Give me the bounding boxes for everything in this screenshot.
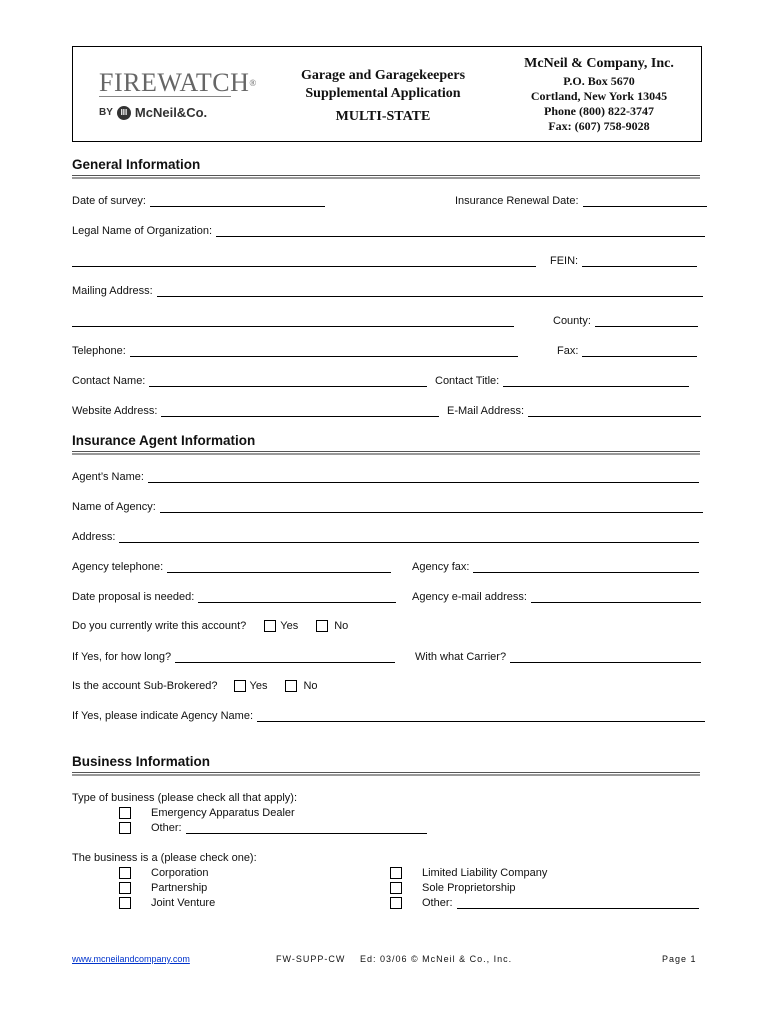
date-proposal-row bbox=[72, 591, 396, 603]
company-name: McNeil & Company, Inc. bbox=[524, 56, 674, 71]
legal-name-continued-field[interactable] bbox=[72, 255, 536, 267]
telephone-row bbox=[72, 345, 518, 357]
agency-fax-label: Agency fax: bbox=[412, 561, 470, 573]
contact-name-label: Contact Name: bbox=[72, 375, 146, 387]
write-account-no-label: No bbox=[334, 620, 349, 632]
entity-partnership bbox=[119, 882, 207, 894]
business-section-title: Business Information bbox=[72, 754, 211, 769]
agency-address-row bbox=[72, 531, 699, 543]
entity-other bbox=[390, 897, 699, 909]
type-option-emergency bbox=[119, 807, 295, 819]
joint-venture-checkbox[interactable] bbox=[119, 897, 131, 909]
agency-email-row bbox=[412, 591, 701, 603]
agency-email-field[interactable] bbox=[531, 591, 701, 603]
renewal-date-field[interactable] bbox=[583, 195, 707, 207]
sub-brokered-yes-label: Yes bbox=[249, 680, 268, 692]
type-emergency-label: Emergency Apparatus Dealer bbox=[151, 807, 295, 819]
what-carrier-label: With what Carrier? bbox=[415, 651, 507, 663]
contact-title-label: Contact Title: bbox=[435, 375, 500, 387]
corporation-checkbox[interactable] bbox=[119, 867, 131, 879]
type-other-field[interactable] bbox=[186, 822, 427, 834]
sub-brokered-label: Is the account Sub-Brokered? bbox=[72, 680, 218, 692]
footer-edition: Ed: 03/06 © McNeil & Co., Inc. bbox=[360, 954, 513, 964]
company-city: Cortland, New York 13045 bbox=[530, 89, 668, 103]
entity-corporation bbox=[119, 867, 208, 879]
title-line3: MULTI-STATE bbox=[335, 109, 431, 124]
business-section-rule bbox=[72, 772, 700, 776]
sub-brokered-no-checkbox[interactable] bbox=[285, 680, 297, 692]
how-long-row bbox=[72, 651, 395, 663]
entity-label: The business is a (please check one): bbox=[72, 852, 257, 864]
date-of-survey-label: Date of survey: bbox=[72, 195, 146, 207]
write-account-row bbox=[72, 620, 348, 632]
address-continued-field[interactable] bbox=[72, 315, 514, 327]
agency-fax-row bbox=[412, 561, 699, 573]
llc-label: Limited Liability Company bbox=[422, 867, 548, 879]
company-phone: Phone (800) 822-3747 bbox=[544, 104, 654, 118]
joint-venture-label: Joint Venture bbox=[151, 897, 216, 909]
type-other-label: Other: bbox=[151, 822, 182, 834]
partnership-checkbox[interactable] bbox=[119, 882, 131, 894]
date-of-survey-row bbox=[72, 195, 325, 207]
how-long-field[interactable] bbox=[175, 651, 395, 663]
agency-telephone-label: Agency telephone: bbox=[72, 561, 164, 573]
footer-website bbox=[72, 954, 190, 964]
date-proposal-label: Date proposal is needed: bbox=[72, 591, 195, 603]
entity-other-field[interactable] bbox=[457, 897, 699, 909]
email-row bbox=[447, 405, 701, 417]
fein-field[interactable] bbox=[582, 255, 697, 267]
mailing-address-field[interactable] bbox=[157, 285, 703, 297]
type-of-business-label: Type of business (please check all that apply): bbox=[72, 792, 298, 804]
legal-name-label: Legal Name of Organization: bbox=[72, 225, 213, 237]
county-row bbox=[553, 315, 698, 327]
write-account-yes-label: Yes bbox=[280, 620, 299, 632]
write-account-label: Do you currently write this account? bbox=[72, 620, 247, 632]
how-long-label: If Yes, for how long? bbox=[72, 651, 172, 663]
what-carrier-field[interactable] bbox=[510, 651, 701, 663]
llc-checkbox[interactable] bbox=[390, 867, 402, 879]
telephone-field[interactable] bbox=[130, 345, 518, 357]
legal-name-field[interactable] bbox=[216, 225, 705, 237]
footer-page: Page 1 bbox=[662, 954, 697, 964]
type-emergency-checkbox[interactable] bbox=[119, 807, 131, 819]
type-option-other bbox=[119, 822, 427, 834]
website-row bbox=[72, 405, 439, 417]
logo-by: BY bbox=[99, 107, 113, 118]
entity-joint-venture bbox=[119, 897, 215, 909]
telephone-label: Telephone: bbox=[72, 345, 126, 357]
agent-name-row bbox=[72, 471, 699, 483]
email-label: E-Mail Address: bbox=[447, 405, 525, 417]
indicate-agency-label: If Yes, please indicate Agency Name: bbox=[72, 710, 254, 722]
date-proposal-field[interactable] bbox=[198, 591, 396, 603]
contact-name-field[interactable] bbox=[149, 375, 427, 387]
agent-name-field[interactable] bbox=[148, 471, 699, 483]
fax-field[interactable] bbox=[582, 345, 697, 357]
company-fax: Fax: (607) 758-9028 bbox=[548, 119, 650, 133]
fein-row bbox=[550, 255, 697, 267]
website-field[interactable] bbox=[161, 405, 439, 417]
agency-fax-field[interactable] bbox=[473, 561, 699, 573]
agency-telephone-field[interactable] bbox=[167, 561, 391, 573]
renewal-date-label: Insurance Renewal Date: bbox=[455, 195, 579, 207]
fein-label: FEIN: bbox=[550, 255, 579, 267]
website-link[interactable]: www.mcneilandcompany.com bbox=[72, 954, 190, 964]
general-section-rule bbox=[72, 175, 700, 179]
sub-brokered-yes-checkbox[interactable] bbox=[234, 680, 246, 692]
sub-brokered-no-label: No bbox=[303, 680, 318, 692]
renewal-date-row bbox=[455, 195, 707, 207]
indicate-agency-row bbox=[72, 710, 705, 722]
partnership-label: Partnership bbox=[151, 882, 208, 894]
entity-sole-proprietorship bbox=[390, 882, 516, 894]
agent-name-label: Agent’s Name: bbox=[72, 471, 144, 483]
contact-name-row bbox=[72, 375, 427, 387]
sub-brokered-row bbox=[72, 680, 318, 692]
header-box bbox=[72, 46, 702, 142]
fax-row bbox=[557, 345, 697, 357]
agency-name-row bbox=[72, 501, 703, 513]
email-field[interactable] bbox=[528, 405, 701, 417]
mailing-address-label: Mailing Address: bbox=[72, 285, 153, 297]
date-of-survey-field[interactable] bbox=[150, 195, 325, 207]
footer-form-code: FW-SUPP-CW bbox=[276, 954, 346, 964]
legal-name-continued-row bbox=[72, 255, 536, 267]
what-carrier-row bbox=[415, 651, 701, 663]
title-line2: Supplemental Application bbox=[305, 86, 461, 101]
form-title bbox=[288, 67, 478, 126]
agency-address-field[interactable] bbox=[119, 531, 699, 543]
agency-name-field[interactable] bbox=[160, 501, 703, 513]
type-other-checkbox[interactable] bbox=[119, 822, 131, 834]
sole-proprietorship-label: Sole Proprietorship bbox=[422, 882, 516, 894]
corporation-label: Corporation bbox=[151, 867, 209, 879]
entity-other-label: Other: bbox=[422, 897, 453, 909]
indicate-agency-field[interactable] bbox=[257, 710, 705, 722]
agency-address-label: Address: bbox=[72, 531, 116, 543]
agent-section-rule bbox=[72, 451, 700, 455]
sole-proprietorship-checkbox[interactable] bbox=[390, 882, 402, 894]
company-info bbox=[509, 55, 689, 134]
legal-name-row bbox=[72, 225, 705, 237]
entity-llc bbox=[390, 867, 547, 879]
agency-email-label: Agency e-mail address: bbox=[412, 591, 527, 603]
company-po: P.O. Box 5670 bbox=[563, 74, 635, 88]
logo-company: McNeil&Co. bbox=[134, 105, 208, 120]
agent-section-title: Insurance Agent Information bbox=[72, 433, 256, 448]
contact-title-row bbox=[435, 375, 689, 387]
address-continued-row bbox=[72, 315, 514, 327]
website-label: Website Address: bbox=[72, 405, 158, 417]
logo-text: FIREWATCH bbox=[99, 68, 250, 97]
agency-name-label: Name of Agency: bbox=[72, 501, 156, 513]
title-line1: Garage and Garagekeepers bbox=[300, 68, 466, 83]
county-field[interactable] bbox=[595, 315, 698, 327]
firewatch-logo: FIREWATCH® BY III McNeil&Co. bbox=[99, 68, 257, 120]
write-account-no-checkbox[interactable] bbox=[316, 620, 328, 632]
fax-label: Fax: bbox=[557, 345, 579, 357]
mcneil-mark-icon: III bbox=[117, 106, 131, 120]
contact-title-field[interactable] bbox=[503, 375, 689, 387]
mailing-address-row bbox=[72, 285, 703, 297]
entity-other-checkbox[interactable] bbox=[390, 897, 402, 909]
agency-telephone-row bbox=[72, 561, 391, 573]
general-section-title: General Information bbox=[72, 157, 201, 172]
county-label: County: bbox=[553, 315, 591, 327]
write-account-yes-checkbox[interactable] bbox=[264, 620, 276, 632]
